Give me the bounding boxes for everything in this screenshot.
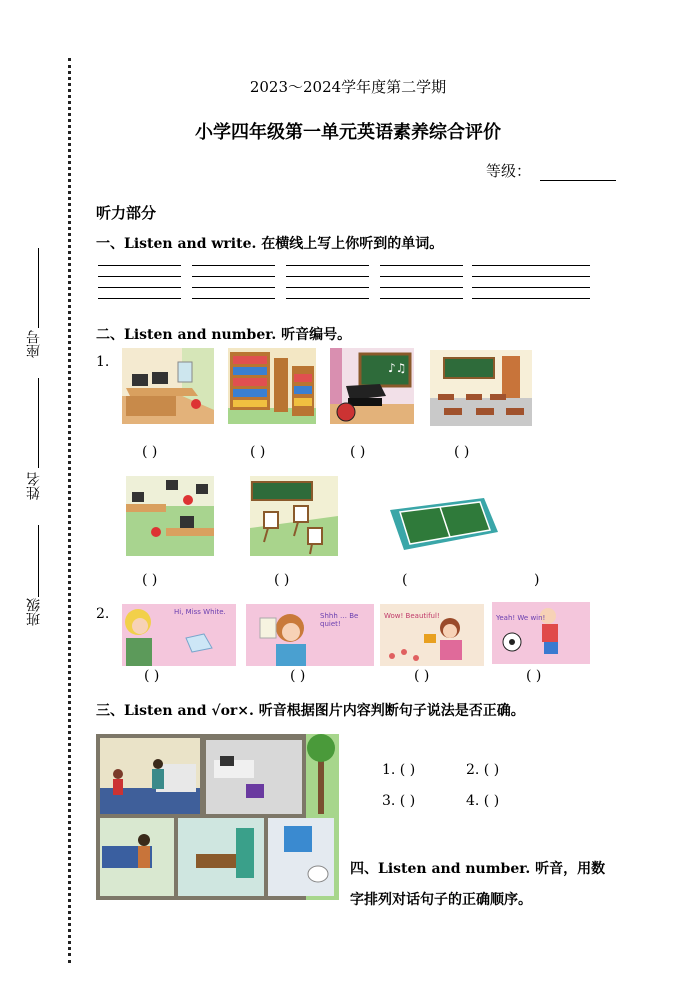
q3-item[interactable]: 2. ( ) (466, 762, 500, 778)
answer-paren[interactable]: ( ) (142, 444, 158, 460)
write-line[interactable] (192, 265, 275, 266)
q3-heading: 三、Listen and √or×. 听音根据图片内容判断句子说法是否正确。 (96, 703, 525, 719)
speech-bubble-text: Hi, Miss White. (174, 608, 226, 616)
class-label: 班级 (26, 598, 42, 626)
write-line[interactable] (286, 276, 369, 277)
seat-label: 座号 (26, 330, 42, 358)
write-line[interactable] (192, 298, 275, 299)
write-line[interactable] (380, 298, 463, 299)
q2-heading: 二、Listen and number. 听音编号。 (96, 327, 352, 343)
q3-item[interactable]: 1. ( ) (382, 762, 416, 778)
write-line[interactable] (286, 287, 369, 288)
write-line[interactable] (472, 265, 590, 266)
q2-row2-number: 2. (96, 606, 110, 622)
speech-bubble-text: Yeah! We win! (496, 614, 546, 622)
seat-blank-line[interactable] (38, 248, 39, 328)
write-line[interactable] (472, 276, 590, 277)
answer-paren[interactable]: ( ) (290, 668, 306, 684)
music-room-picture (330, 348, 414, 424)
write-line[interactable] (380, 265, 463, 266)
write-line[interactable] (286, 265, 369, 266)
write-line[interactable] (98, 298, 181, 299)
write-line[interactable] (98, 276, 181, 277)
q1-heading: 一、Listen and write. 在横线上写上你听到的单词。 (96, 236, 444, 252)
write-line[interactable] (472, 287, 590, 288)
write-line[interactable] (380, 276, 463, 277)
playground-picture (380, 492, 502, 556)
name-label: 姓名 (26, 472, 42, 500)
win-picture (492, 602, 590, 664)
answer-paren[interactable]: ( ) (350, 444, 366, 460)
computer-room-picture (122, 348, 214, 424)
house-rooms-picture (96, 734, 339, 900)
write-line[interactable] (98, 265, 181, 266)
answer-paren[interactable]: ( ) (414, 668, 430, 684)
write-line[interactable] (192, 276, 275, 277)
answer-paren-close: ) (534, 572, 540, 588)
write-line[interactable] (192, 287, 275, 288)
library-picture (228, 348, 316, 424)
grade-blank-line[interactable] (540, 180, 616, 181)
write-line[interactable] (98, 287, 181, 288)
answer-paren-open: ( (402, 572, 408, 588)
answer-paren[interactable]: ( ) (454, 444, 470, 460)
classroom-picture (430, 350, 532, 426)
answer-paren[interactable]: ( ) (250, 444, 266, 460)
q4-heading-line1: 四、Listen and number. 听音，用数 (350, 861, 606, 877)
write-line[interactable] (380, 287, 463, 288)
answer-paren[interactable]: ( ) (526, 668, 542, 684)
svg-text:♪♫: ♪♫ (388, 361, 407, 375)
q3-item[interactable]: 4. ( ) (466, 793, 500, 809)
q2-row1-number: 1. (96, 354, 110, 370)
section-listening: 听力部分 (96, 204, 157, 222)
quiet-picture (246, 604, 374, 666)
greeting-picture (122, 604, 236, 666)
answer-paren[interactable]: ( ) (142, 572, 158, 588)
answer-paren[interactable]: ( ) (144, 668, 160, 684)
q4-heading-line2: 字排列对话句子的正确顺序。 (350, 892, 532, 908)
write-line[interactable] (472, 298, 590, 299)
grade-label: 等级： (486, 162, 532, 180)
class-blank-line[interactable] (38, 525, 39, 597)
speech-bubble-text: Shhh … Be quiet! (320, 612, 359, 628)
page-title: 小学四年级第一单元英语素养综合评价 (195, 122, 501, 143)
art-room-picture (250, 476, 338, 556)
q3-item[interactable]: 3. ( ) (382, 793, 416, 809)
name-blank-line[interactable] (38, 378, 39, 468)
write-line[interactable] (286, 298, 369, 299)
term-heading: 2023～2024学年度第二学期 (249, 78, 447, 96)
speech-bubble-text: Wow! Beautiful! (384, 612, 440, 620)
computer-lab-picture (126, 476, 214, 556)
dotted-binding-line (68, 58, 71, 963)
beautiful-picture (380, 604, 484, 666)
answer-paren[interactable]: ( ) (274, 572, 290, 588)
